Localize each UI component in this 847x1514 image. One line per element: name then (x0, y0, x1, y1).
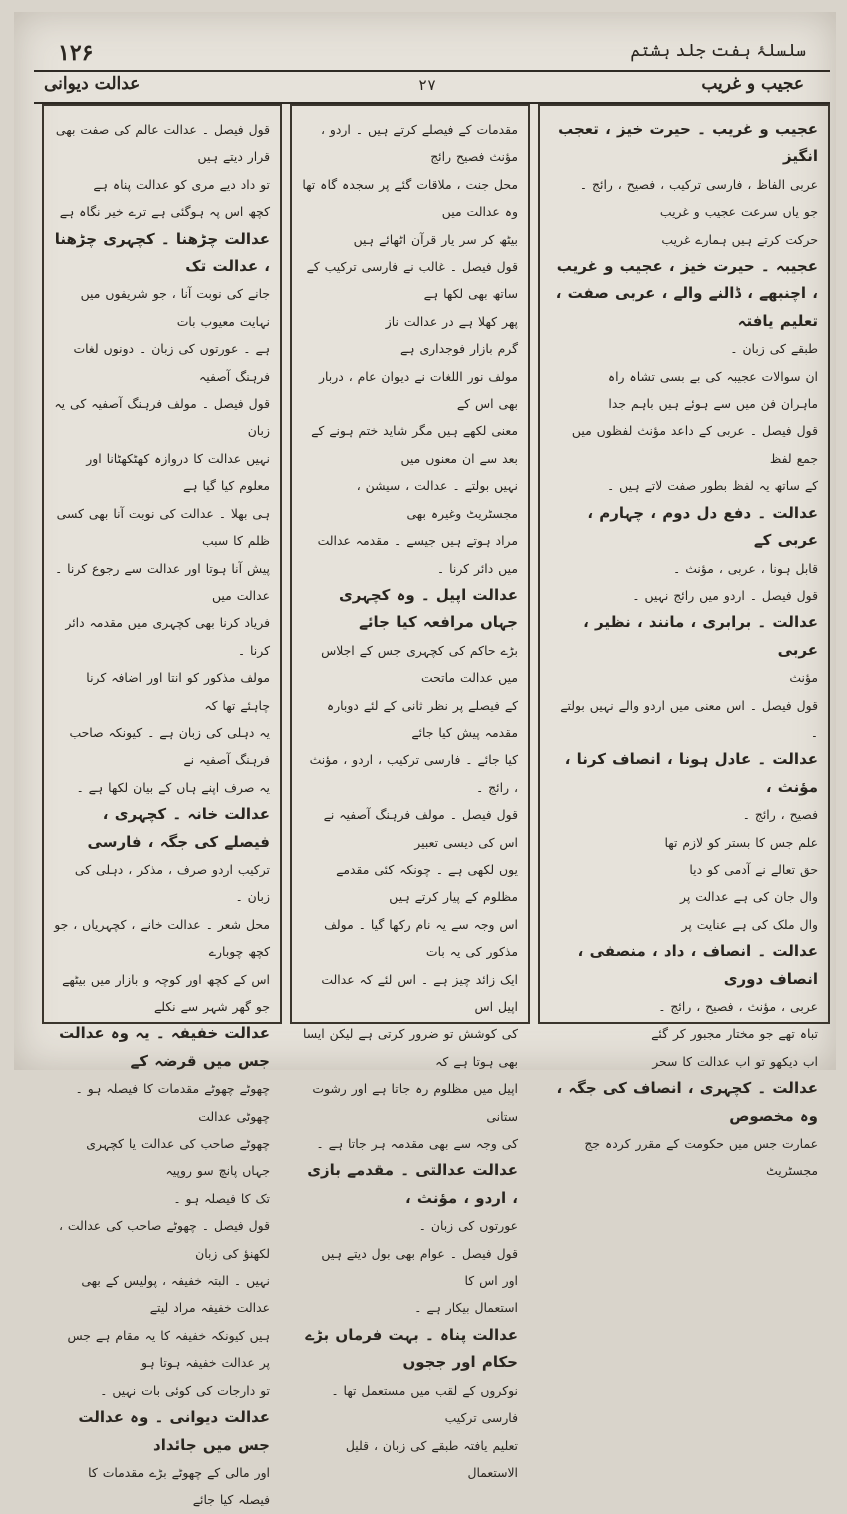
text-line: عدالت ۔ کچہری ، انصاف کی جگہ ، وہ مخصوص (556, 1079, 818, 1125)
text-line: عدالت چڑھنا ۔ کچہری چڑھنا ، عدالت تک (54, 229, 270, 276)
text-line: طبقے کی زبان ۔ (730, 341, 818, 357)
text-line: کچھ اس پہ ہوگئی ہے ترے خیر نگاہ ہے (59, 204, 270, 220)
text-line: یوں لکھی ہے ۔ چونکہ کئی مقدمے مظلوم کے پیار کرتے ہیں (336, 861, 518, 905)
text-line: وال ملک کی ہے عنایت پر (681, 916, 818, 932)
text-line: عدالت پناہ ۔ بہت فرماں بڑے حکام اور ججوں (305, 1325, 518, 1372)
text-line: تک کا فیصلہ ہو ۔ (173, 1190, 270, 1206)
text-line: فریاد کرنا بھی کچہری میں مقدمہ دائر کرنا ۔ (65, 615, 270, 658)
page-number: ۱۲۶ (58, 40, 94, 66)
text-line: پیش آنا ہوتا اور عدالت سے رجوع کرنا ۔ عدالت میں (54, 560, 270, 603)
top-rule (34, 70, 830, 72)
text-line: نوکروں کے لقب میں مستعمل تھا ۔ فارسی ترکیب (331, 1382, 518, 1426)
book-page (14, 12, 836, 1508)
text-line: عدالت ۔ دفع دل دوم ، چہارم ، عربی کے (587, 503, 818, 550)
text-line: عدالت دیوانی ۔ وہ عدالت جس میں جائداد (78, 1408, 270, 1454)
text-line: مقدمات کے فیصلے کرتے ہیں ۔ اردو ، مؤنث فصیح رائج (320, 122, 518, 165)
text-line: قول فیصل ۔ عدالت عالم کی صفت بھی قرار دیتے ہیں (55, 122, 270, 165)
text-line: پھر کھلا ہے در عدالت ناز (385, 313, 518, 329)
text-line: مؤنث (789, 670, 818, 686)
text-line: عجیبہ ۔ حیرت خیز ، عجیب و غریب ، اچنبھے ، ڈالنے والے ، عربی صفت ، تعلیم یافتہ (555, 257, 818, 330)
column-right (538, 104, 830, 1179)
text-line: وال جان کی ہے عدالت پر (680, 889, 818, 905)
column-left (42, 104, 282, 1508)
running-header (38, 74, 828, 102)
column-left-text (54, 116, 270, 1514)
text-line: معنی لکھے ہیں مگر شاید ختم ہونے کے بعد سے ان معنوں میں (311, 423, 518, 466)
text-line: اپیل میں مظلوم رہ جاتا ہے اور رشوت ستانی (312, 1081, 518, 1124)
text-line: حق تعالے نے آدمی کو دیا (689, 861, 818, 877)
text-line: ہے ۔ عورتوں کی زبان ۔ دونوں لغات فرہنگ آصفیہ (73, 341, 270, 384)
text-line: اور مالی کے چھوٹے بڑے مقدمات کا فیصلہ کیا جائے (88, 1464, 270, 1508)
text-line: کیا جائے ۔ فارسی ترکیب ، اردو ، مؤنث ، رائج ۔ (309, 752, 518, 795)
text-line: تباہ تھے جو مختار مجبور کر گئے (651, 1026, 818, 1042)
text-line: جانے کی نوبت آنا ، جو شریفوں میں نہایت معیوب بات (80, 286, 270, 329)
text-line: عربی ، مؤنث ، فصیح ، رائج ۔ (658, 999, 818, 1014)
text-line: مراد ہوتے ہیں جیسے ۔ مقدمہ عدالت میں دائر کرنا ۔ (317, 533, 518, 576)
text-line: مولف مذکور کو انتا اور اضافہ کرنا چاہئے تھا کہ (86, 670, 270, 713)
text-line: استعمال بیکار ہے ۔ (414, 1300, 518, 1316)
running-head-right: عجیب و غریب (701, 74, 804, 94)
text-line: عدالت خانہ ۔ کچہری ، فیصلے کی جگہ ، فارسی (87, 805, 270, 851)
text-line: عدالت اپیل ۔ وہ کچہری جہاں مرافعہ کیا جائے (338, 585, 518, 632)
text-line: عدالت ۔ انصاف ، داد ، منصفی ، انصاف دوری (577, 942, 818, 988)
text-line: قول فیصل ۔ اردو میں رائج نہیں ۔ (632, 587, 818, 603)
running-head-left: عدالت دیوانی (44, 74, 141, 94)
text-line: بیٹھ کر سر یار قرآن اٹھائے ہیں (353, 231, 518, 247)
text-line: اس وجہ سے یہ نام رکھا گیا ۔ مولف مذکور کی یہ بات (324, 916, 518, 960)
text-line: ہیں کیونکہ خفیفہ کا یہ مقام ہے جس پر عدالت خفیفہ ہوتا ہو (67, 1327, 270, 1371)
text-line: عدالت عدالتی ۔ مقدمے بازی ، اردو ، مؤنث ، (307, 1161, 518, 1207)
text-line: گرم بازار فوجداری ہے (400, 341, 518, 357)
text-line: قول فیصل ۔ مولف فرہنگ آصفیہ کی یہ زبان (54, 396, 270, 439)
text-line: کے ساتھ یہ لفظ بطور صفت لاتے ہیں ۔ (606, 478, 818, 494)
text-line: ترکیب اردو صرف ، مذکر ، دہلی کی زبان ۔ (74, 861, 270, 905)
text-line: ان سوالات عجیبہ کی بے بسی تشاہ راہ (607, 368, 818, 384)
text-line: محل شعر ۔ عدالت خانے ، کچہریاں ، جو کچھ چوبارے (54, 916, 270, 960)
text-line: تو دارجات کی کوئی بات نہیں ۔ (100, 1382, 270, 1398)
text-line: تعلیم یافتہ طبقے کی زبان ، قلیل الاستعمال (345, 1437, 518, 1480)
text-line: جو یاں سرعت عجیب و غریب (659, 204, 818, 220)
text-line: کے فیصلے پر نظر ثانی کے لئے دوبارہ مقدمہ پیش کیا جائے (326, 697, 518, 740)
text-line: نہیں بولتے ۔ عدالت ، سیشن ، مجسٹریٹ وغیرہ بھی (356, 478, 518, 521)
text-line: قول فیصل ۔ مولف فرہنگ آصفیہ نے اس کی دیسی تعبیر (323, 807, 518, 850)
text-line: فصیح ، رائج ۔ (742, 807, 818, 823)
column-center (290, 104, 530, 1480)
column-right-text (550, 116, 818, 1185)
text-line: تو داد دیے مری کو عدالت پناہ ہے (93, 176, 270, 192)
series-title: سلسلۂ ہفت جلد ہشتم (630, 41, 806, 61)
text-line: ہی بھلا ۔ عدالت کی نوبت آنا بھی کسی ظلم کا سبب (56, 505, 270, 549)
text-line: نہیں ۔ البتہ خفیفہ ، پولیس کے بھی عدالت خفیفہ مراد لیتے (81, 1273, 270, 1316)
text-line: حرکت کرتے ہیں ہمارے غریب (661, 231, 818, 247)
text-line: عدالت خفیفہ ۔ یہ وہ عدالت جس میں قرضہ کے (59, 1024, 270, 1070)
text-line: قابل ہونا ، عربی ، مؤنث ۔ (673, 560, 818, 576)
text-line: کی وجہ سے بھی مقدمہ ہر جاتا ہے ۔ (316, 1136, 518, 1152)
text-line: اس کے کچھ اور کوچہ و بازار میں بیٹھے جو گھر شہر سے نکلے (62, 971, 270, 1014)
text-line: یہ دہلی کی زبان ہے ۔ کیونکہ صاحب فرہنگ آصفیہ نے (69, 724, 270, 768)
text-line: عورتوں کی زبان ۔ (418, 1218, 518, 1234)
column-center-text (302, 116, 518, 1486)
text-line: مولف نور اللغات نے دیوان عام ، دربار بھی اس کے (319, 368, 518, 412)
text-line: ماہران فن میں سے ہوئے ہیں باہم جدا (608, 396, 818, 412)
text-line: عجیب و غریب ۔ حیرت خیز ، تعجب انگیز (558, 120, 818, 166)
text-line: عمارت جس میں حکومت کے مقرر کردہ جج مجسٹریٹ (584, 1136, 818, 1179)
text-line: اب دیکھو تو اب عدالت کا سحر (652, 1053, 818, 1069)
text-line: قول فیصل ۔ اس معنی میں اردو والے نہیں بولتے ۔ (560, 697, 818, 740)
text-line: محل جنت ، ملاقات گئے پر سجدہ گاہ تھا وہ عدالت میں (302, 176, 518, 220)
folio-number: ۲۷ (418, 76, 437, 94)
text-line: عربی الفاظ ، فارسی ترکیب ، فصیح ، رائج ۔ (579, 176, 818, 192)
text-line: علم جس کا بستر کو لازم تھا (664, 834, 818, 850)
text-line: ایک زائد چیز ہے ۔ اس لئے کہ عدالت اپیل اس (321, 971, 518, 1014)
top-row (28, 34, 828, 70)
text-line: کی کوشش تو ضرور کرتی ہے لیکن ایسا بھی ہوتا ہے کہ (303, 1026, 518, 1069)
text-line: قول فیصل ۔ چھوٹے صاحب کی عدالت ، لکھنؤ کی زبان (58, 1218, 270, 1261)
text-line: قول فیصل ۔ عربی کے داعد مؤنث لفظوں میں جمع لفظ (571, 423, 818, 466)
text-line: قول فیصل ۔ غالب نے فارسی ترکیب کے ساتھ بھی لکھا ہے (306, 259, 518, 302)
text-line: عدالت ۔ عادل ہونا ، انصاف کرنا ، مؤنث ، (564, 750, 818, 796)
text-line: چھوٹے صاحب کی عدالت یا کچہری جہاں پانچ سو روپیہ (86, 1136, 270, 1179)
text-line: عدالت ۔ برابری ، مانند ، نظیر ، عربی (583, 613, 818, 659)
text-line: قول فیصل ۔ عوام بھی بول دیتے ہیں اور اس کا (321, 1245, 518, 1289)
text-line: چھوٹے چھوٹے مقدمات کا فیصلہ ہو ۔ چھوٹی عدالت (75, 1081, 270, 1124)
text-line: نہیں عدالت کا دروازہ کھٹکھٹانا اور معلوم کیا گیا ہے (86, 450, 270, 494)
text-line: بڑے حاکم کی کچہری جس کے اجلاس میں عدالت ماتحت (321, 642, 518, 686)
text-line: یہ صرف اپنے ہاں کے بیان لکھا ہے ۔ (76, 779, 270, 795)
